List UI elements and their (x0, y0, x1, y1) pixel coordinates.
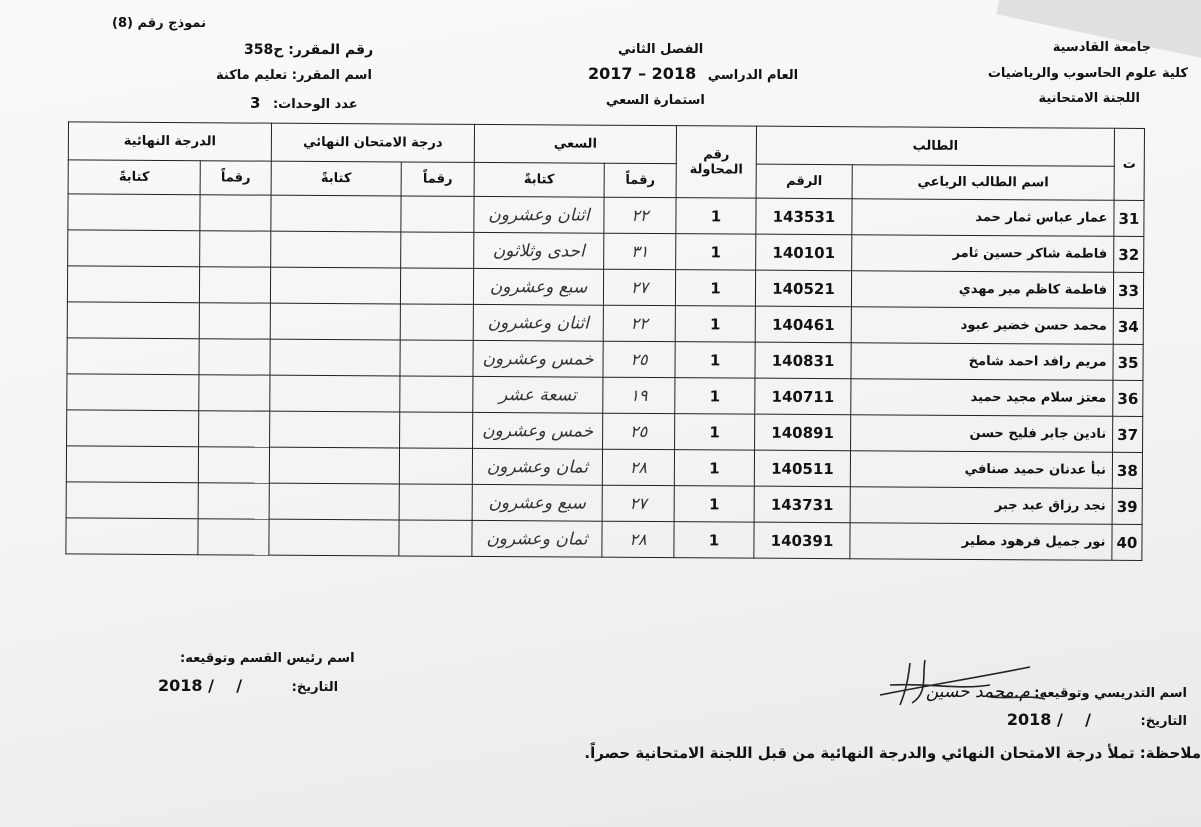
row-student-name: فاطمة شاكر حسين ثامر (852, 235, 1114, 273)
row-student-number: 140101 (756, 234, 852, 271)
college-name: كلية علوم الحاسوب والرياضيات (987, 66, 1188, 81)
row-effort-digits: ٢٥ (603, 413, 675, 449)
row-final-words (66, 518, 198, 555)
row-attempt: 1 (674, 450, 754, 486)
row-effort-words: خمس وعشرون (473, 340, 603, 377)
instructor-signature (870, 655, 1070, 715)
row-exam-words (270, 339, 400, 376)
row-effort-digits: ٢٧ (602, 485, 674, 521)
row-attempt: 1 (675, 342, 755, 378)
row-exam-words (270, 375, 400, 412)
row-attempt: 1 (676, 198, 756, 234)
row-effort-words: احدى وثلاثون (474, 232, 604, 269)
header-effort-words: كتابةً (474, 162, 604, 197)
row-exam-words (271, 195, 401, 232)
row-student-number: 140511 (754, 450, 850, 487)
table-row (66, 518, 1142, 561)
row-seq: 39 (1112, 488, 1142, 524)
header-exam-words: كتابةً (271, 161, 401, 196)
row-exam-words (269, 519, 399, 556)
row-effort-digits: ٣١ (604, 233, 676, 269)
instructor-date-label: التاريخ: (1140, 714, 1187, 729)
header-student: الطالب (756, 126, 1114, 166)
row-seq: 33 (1113, 272, 1143, 308)
instructor-date-value: 2018 / / (1006, 710, 1091, 729)
row-exam-digits (400, 268, 473, 304)
row-student-name: معتز سلام مجيد حميد (851, 379, 1113, 417)
row-final-digits (199, 267, 270, 303)
row-final-digits (199, 339, 270, 375)
academic-year-value: 2017 – 2018 (588, 64, 697, 83)
row-attempt: 1 (676, 234, 756, 270)
row-seq: 37 (1113, 416, 1143, 452)
row-effort-words: ثمان وعشرون (472, 520, 602, 557)
row-student-name: نادين جابر فليح حسن (851, 415, 1113, 453)
row-final-words (67, 338, 199, 375)
instructor-date (1007, 710, 1187, 729)
course-number: رقم المقرر: ح358 (244, 42, 374, 58)
row-seq: 40 (1112, 524, 1142, 560)
row-effort-words: سبع وعشرون (472, 484, 602, 521)
header-effort-digits: رقماً (604, 163, 676, 197)
row-effort-digits: ٢٢ (603, 305, 675, 341)
row-effort-digits: ٢٨ (602, 521, 674, 557)
units-value: 3 (250, 94, 261, 112)
academic-year (588, 64, 798, 83)
row-attempt: 1 (674, 522, 754, 558)
row-effort-words: تسعة عشر (473, 376, 603, 413)
university-name: جامعة القادسية (1052, 40, 1151, 55)
row-effort-digits: ٢٥ (603, 341, 675, 377)
row-student-number: 143531 (756, 198, 852, 235)
row-final-words (68, 194, 200, 231)
row-final-digits (198, 483, 269, 519)
row-final-digits (200, 195, 271, 231)
form-title: استمارة السعي (606, 93, 705, 108)
row-effort-digits: ٢٢ (604, 197, 676, 233)
department-head-date (158, 676, 338, 695)
row-student-number: 140391 (754, 522, 850, 559)
row-exam-digits (400, 376, 473, 412)
row-student-name: مريم رافد احمد شامخ (851, 343, 1113, 381)
row-exam-words (269, 483, 399, 520)
row-final-digits (199, 375, 270, 411)
row-effort-words: ثمان وعشرون (472, 448, 602, 485)
footer-note: ملاحظة: تملأ درجة الامتحان النهائي والدرجة النهائية من قبل اللجنة الامتحانية حصراً. (584, 744, 1201, 762)
row-final-words (67, 374, 199, 411)
units-count (250, 94, 358, 112)
row-student-number: 140711 (755, 378, 851, 415)
row-exam-digits (399, 448, 472, 484)
header-exam-digits: رقماً (401, 162, 474, 196)
row-exam-digits (399, 484, 472, 520)
row-final-digits (198, 519, 269, 555)
row-final-words (67, 266, 199, 303)
row-seq: 31 (1114, 200, 1144, 236)
header-attempt-line2: المحاولة (689, 161, 743, 178)
row-seq: 34 (1113, 308, 1143, 344)
row-exam-digits (400, 412, 473, 448)
row-final-words (66, 446, 198, 483)
instructor-name: م.محمد حسين (925, 682, 1030, 702)
head-date-value: 2018 / / (158, 676, 243, 695)
row-exam-digits (401, 196, 474, 232)
header-student-number: الرقم (756, 164, 852, 199)
instructor-label: اسم التدريسي وتوقيعه: (1029, 686, 1187, 701)
model-number: نموذج رقم (8) (112, 16, 206, 31)
row-seq: 36 (1113, 380, 1143, 416)
header-student-name: اسم الطالب الرباعي (852, 165, 1114, 201)
department-head-label: اسم رئيس القسم وتوقيعه: (180, 651, 355, 666)
header-final-words: كتابةً (68, 160, 200, 195)
row-exam-digits (401, 232, 474, 268)
row-seq: 38 (1112, 452, 1142, 488)
row-final-digits (199, 303, 270, 339)
row-final-words (67, 302, 199, 339)
row-effort-words: خمس وعشرون (473, 412, 603, 449)
row-effort-digits: ٢٨ (602, 449, 674, 485)
units-label: عدد الوحدات: (272, 97, 358, 112)
row-final-words (67, 410, 199, 447)
row-attempt: 1 (675, 306, 755, 342)
header-effort: السعي (474, 124, 676, 163)
row-exam-words (270, 411, 400, 448)
row-final-words (66, 482, 198, 519)
header-final-exam: درجة الامتحان النهائي (271, 123, 474, 162)
row-attempt: 1 (674, 486, 754, 522)
row-student-name: عمار عباس ثمار حمد (852, 199, 1114, 237)
row-exam-words (271, 231, 401, 268)
row-student-name: نور جميل فرهود مطير (850, 523, 1112, 561)
row-student-number: 140891 (755, 414, 851, 451)
header-final-digits: رقماً (200, 161, 271, 195)
row-student-name: محمد حسن خضير عبود (851, 307, 1113, 345)
row-final-digits (200, 231, 271, 267)
row-seq: 32 (1114, 236, 1144, 272)
row-final-digits (198, 447, 269, 483)
row-student-number: 140831 (755, 342, 851, 379)
row-final-words (68, 230, 200, 267)
semester-label: الفصل الثاني (618, 42, 704, 57)
row-effort-words: سبع وعشرون (473, 268, 603, 305)
course-name: اسم المقرر: تعليم ماكنة (216, 68, 372, 83)
row-exam-words (270, 267, 400, 304)
row-student-number: 140521 (755, 270, 851, 307)
row-student-name: نجد رزاق عبد جبر (850, 487, 1112, 525)
academic-year-label: العام الدراسي (707, 68, 799, 83)
row-effort-digits: ٢٧ (603, 269, 675, 305)
header-attempt (676, 126, 756, 198)
row-effort-words: اثنان وعشرون (473, 304, 603, 341)
row-student-number: 143731 (754, 486, 850, 523)
row-final-digits (199, 411, 270, 447)
row-exam-digits (399, 520, 472, 556)
row-student-name: نبأ عدنان حميد صنافي (850, 451, 1112, 489)
row-student-name: فاطمة كاظم مير مهدي (851, 271, 1113, 309)
header-final-grade: الدرجة النهائية (68, 122, 271, 161)
row-exam-digits (400, 304, 473, 340)
row-seq: 35 (1113, 344, 1143, 380)
row-student-number: 140461 (755, 306, 851, 343)
grades-table (65, 121, 1145, 561)
row-attempt: 1 (675, 270, 755, 306)
header-attempt-line1: رقم (703, 146, 730, 162)
head-date-label: التاريخ: (291, 680, 339, 695)
row-attempt: 1 (675, 414, 755, 450)
committee-name: اللجنة الامتحانية (1038, 91, 1140, 106)
row-exam-words (270, 303, 400, 340)
row-attempt: 1 (675, 378, 755, 414)
row-exam-digits (400, 340, 473, 376)
row-exam-words (269, 447, 399, 484)
row-effort-digits: ١٩ (603, 377, 675, 413)
header-seq: ت (1114, 128, 1144, 200)
row-effort-words: اثنان وعشرون (474, 196, 604, 233)
